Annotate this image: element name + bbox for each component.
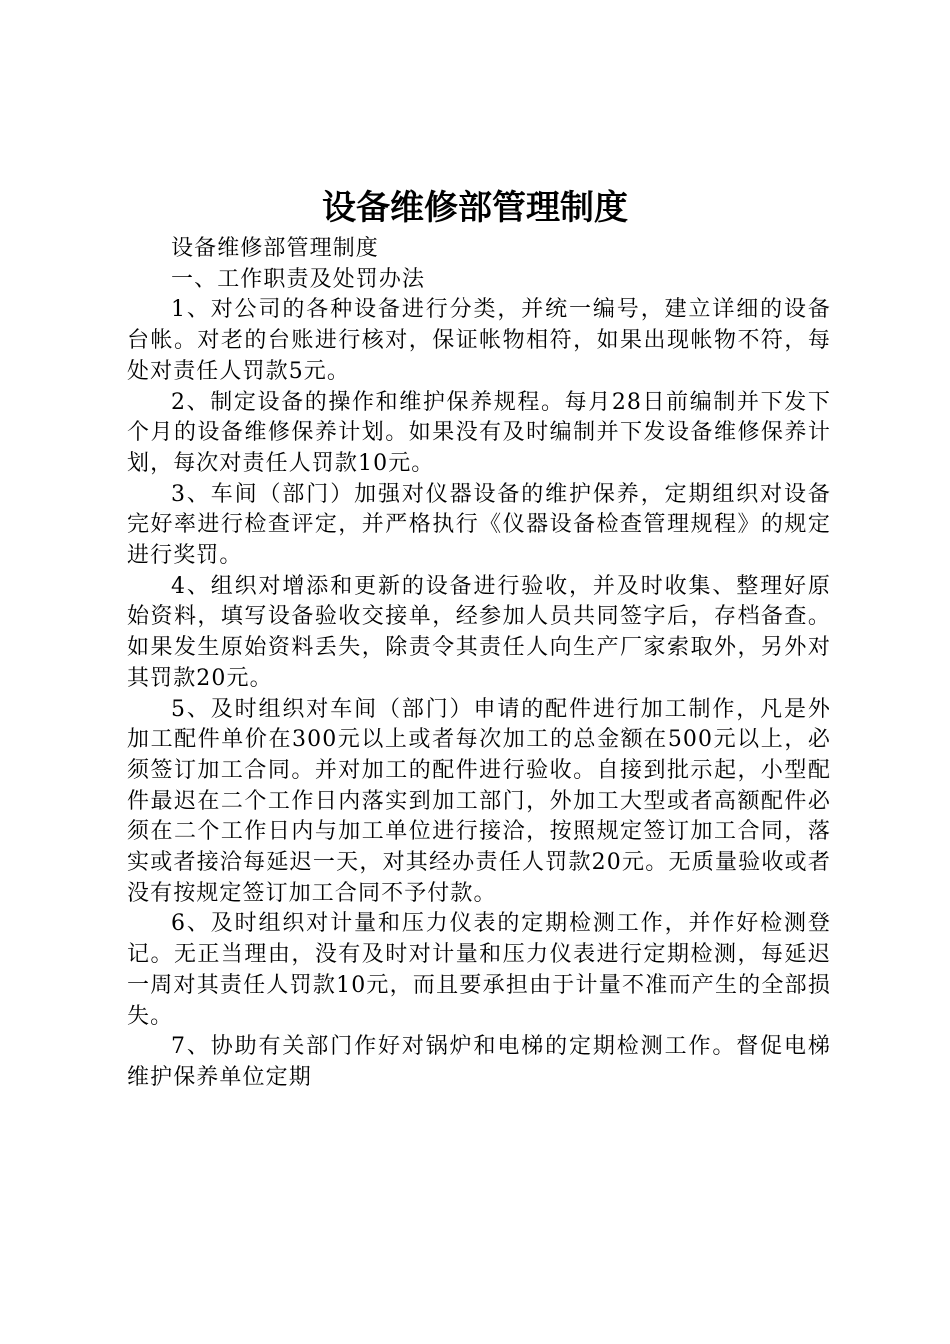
document-title: 设备维修部管理制度 (322, 188, 628, 228)
paragraph-section-heading: 一、工作职责及处罚办法 (171, 266, 426, 292)
paragraph-item-7: 7、协助有关部门作好对锅炉和电梯的定期检测工作。督促电梯维护保养单位定期 (127, 1034, 831, 1090)
paragraph-subtitle: 设备维修部管理制度 (171, 236, 379, 261)
paragraph-item-5: 5、及时组织对车间（部门）申请的配件进行加工制作，凡是外加工配件单价在300元以上或者每次加工的总金额在500元以上，必须签订加工合同。并对加工的配件进行验收。自接到批示起，小型配件最迟在二个工作日内落实到加工部门，外加工大型或者高额配件必须在二个工作日内与加工单位进行接洽，按照规定签订加工合同，落实或者接洽每延迟一天，对其经办责任人罚款20元。无质量验收或者没有按规定签订加工合同不予付款。 (127, 696, 831, 906)
paragraph-item-6: 6、及时组织对计量和压力仪表的定期检测工作，并作好检测登记。无正当理由，没有及时对计量和压力仪表进行定期检测，每延迟一周对其责任人罚款10元，而且要承担由于计量不准而产生的全部损失。 (127, 911, 831, 1029)
paragraph-item-1: 1、对公司的各种设备进行分类，并统一编号，建立详细的设备台帐。对老的台账进行核对，保证帐物相符，如果出现帐物不符，每处对责任人罚款5元。 (127, 297, 831, 384)
paragraph-item-3: 3、车间（部门）加强对仪器设备的维护保养，定期组织对设备完好率进行检查评定，并严格执行《仪器设备检查管理规程》的规定进行奖罚。 (127, 481, 831, 569)
paragraph-item-4: 4、组织对增添和更新的设备进行验收，并及时收集、整理好原始资料，填写设备验收交接单，经参加人员共同签字后，存档备查。如果发生原始资料丢失，除责令其责任人向生产厂家索取外，另外对其罚款20元。 (127, 573, 831, 691)
paragraph-item-2: 2、制定设备的操作和维护保养规程。每月28日前编制并下发下个月的设备维修保养计划。如果没有及时编制并下发设备维修保养计划，每次对责任人罚款10元。 (127, 389, 831, 476)
document-body (127, 234, 831, 1094)
